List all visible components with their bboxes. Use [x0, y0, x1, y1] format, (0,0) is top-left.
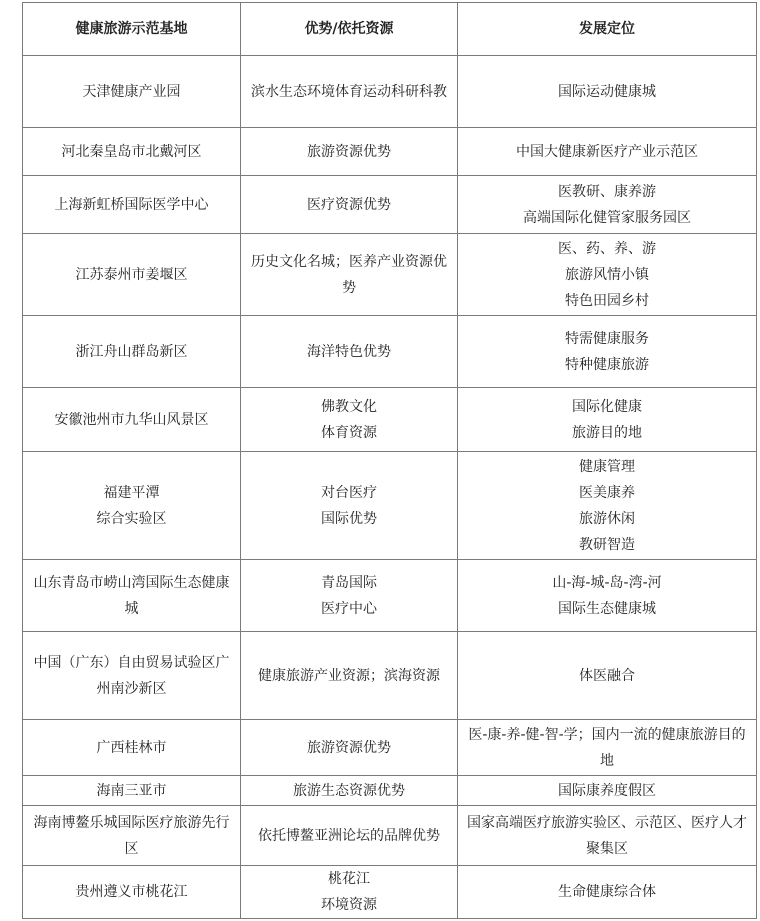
cell-advantage: [241, 234, 458, 316]
cell-text: 教研智造: [579, 536, 635, 553]
cell-advantage: [241, 560, 458, 632]
cell-base: [23, 128, 241, 176]
header-advantage: 优势/依托资源: [241, 3, 458, 56]
table-row: [23, 560, 757, 632]
cell-base: [23, 776, 241, 806]
cell-text: 海洋特色优势: [307, 343, 391, 360]
cell-base: [23, 234, 241, 316]
cell-positioning: [458, 806, 757, 866]
cell-text: 中国（广东）自由贸易试验区广州南沙新区: [33, 654, 230, 697]
cell-text: 综合实验区: [96, 510, 167, 527]
cell-text: 健康管理: [579, 458, 635, 475]
table-row: [23, 56, 757, 128]
cell-text: 健康旅游产业资源；滨海资源: [258, 667, 440, 684]
cell-positioning: [458, 560, 757, 632]
cell-text: 旅游资源优势: [307, 739, 391, 756]
cell-text: 特色田园乡村: [565, 292, 649, 309]
table-row: [23, 720, 757, 776]
cell-text: 医-康-养-健-智-学；国内一流的健康旅游目的地: [468, 726, 746, 769]
cell-text: 国际生态健康城: [558, 600, 656, 617]
cell-text: 特种健康旅游: [565, 356, 649, 373]
cell-text: 旅游目的地: [572, 424, 642, 441]
cell-positioning: [458, 176, 757, 234]
cell-base: [23, 176, 241, 234]
cell-text: 旅游资源优势: [307, 143, 391, 160]
table-row: [23, 176, 757, 234]
header-positioning: 发展定位: [458, 3, 757, 56]
cell-text: 高端国际化健管家服务园区: [523, 209, 691, 226]
table-row: [23, 452, 757, 560]
cell-positioning: [458, 56, 757, 128]
cell-text: 海南博鳌乐城国际医疗旅游先行区: [33, 814, 230, 857]
cell-positioning: [458, 720, 757, 776]
cell-advantage: [241, 806, 458, 866]
cell-advantage: [241, 128, 458, 176]
cell-text: 体育资源: [321, 424, 377, 441]
cell-advantage: [241, 176, 458, 234]
table-row: [23, 316, 757, 388]
cell-advantage: [241, 56, 458, 128]
cell-text: 福建平潭: [103, 484, 160, 501]
cell-text: 特需健康服务: [565, 330, 649, 347]
cell-text: 医疗中心: [321, 600, 377, 617]
cell-text: 海南三亚市: [96, 782, 167, 799]
cell-text: 旅游休闲: [579, 510, 635, 527]
cell-text: 历史文化名城；医养产业资源优势: [251, 253, 447, 296]
cell-base: [23, 316, 241, 388]
cell-text: 滨水生态环境体育运动科研科教: [251, 83, 447, 100]
cell-base: [23, 720, 241, 776]
cell-text: 国际化健康: [572, 398, 642, 415]
cell-base: [23, 388, 241, 452]
cell-advantage: [241, 632, 458, 720]
table-row: [23, 388, 757, 452]
table-row: [23, 776, 757, 806]
table-row: [23, 234, 757, 316]
cell-advantage: [241, 452, 458, 560]
cell-text: 国家高端医疗旅游实验区、示范区、医疗人才聚集区: [467, 814, 747, 857]
cell-positioning: [458, 452, 757, 560]
cell-positioning: [458, 866, 757, 919]
cell-text: 山东青岛市崂山湾国际生态健康城: [33, 574, 230, 617]
cell-text: 医美康养: [579, 484, 635, 501]
cell-base: [23, 56, 241, 128]
table-row: [23, 806, 757, 866]
cell-advantage: [241, 316, 458, 388]
cell-text: 医教研、康养游: [558, 183, 656, 200]
cell-text: 浙江舟山群岛新区: [75, 343, 188, 360]
cell-text: 环境资源: [321, 897, 377, 913]
cell-positioning: [458, 388, 757, 452]
health-tourism-table: [22, 2, 757, 919]
cell-positioning: [458, 316, 757, 388]
cell-base: [23, 866, 241, 919]
cell-advantage: [241, 720, 458, 776]
cell-text: 中国大健康新医疗产业示范区: [516, 143, 698, 160]
cell-text: 安徽池州市九华山风景区: [54, 411, 209, 428]
cell-base: [23, 632, 241, 720]
table-header-row: [23, 3, 757, 56]
cell-text: 体医融合: [579, 667, 635, 684]
cell-advantage: [241, 866, 458, 919]
cell-text: 依托博鳌亚洲论坛的品牌优势: [258, 827, 440, 844]
cell-text: 河北秦皇岛市北戴河区: [61, 143, 202, 160]
cell-text: 上海新虹桥国际医学中心: [54, 196, 209, 213]
cell-text: 山-海-城-岛-湾-河: [552, 574, 662, 591]
cell-advantage: [241, 776, 458, 806]
table-row: [23, 866, 757, 919]
cell-text: 生命健康综合体: [558, 884, 656, 900]
cell-text: 青岛国际: [321, 574, 377, 591]
cell-text: 国际运动健康城: [558, 83, 656, 100]
cell-base: [23, 452, 241, 560]
cell-advantage: [241, 388, 458, 452]
cell-positioning: [458, 632, 757, 720]
cell-base: [23, 806, 241, 866]
cell-text: 桃花江: [328, 871, 370, 887]
table-row: [23, 632, 757, 720]
cell-text: 旅游风情小镇: [565, 266, 649, 283]
cell-text: 天津健康产业园: [82, 83, 181, 100]
cell-text: 旅游生态资源优势: [293, 782, 405, 799]
table-body: [23, 56, 757, 919]
cell-positioning: [458, 128, 757, 176]
cell-positioning: [458, 234, 757, 316]
cell-text: 医、药、养、游: [558, 240, 656, 257]
cell-text: 国际优势: [321, 510, 377, 527]
cell-text: 国际康养度假区: [558, 782, 656, 799]
cell-text: 对台医疗: [321, 484, 377, 501]
cell-text: 佛教文化: [321, 398, 377, 415]
cell-text: 广西桂林市: [96, 739, 167, 756]
cell-text: 江苏泰州市姜堰区: [75, 266, 188, 283]
cell-base: [23, 560, 241, 632]
cell-text: 贵州遵义市桃花江: [75, 884, 188, 900]
cell-text: 医疗资源优势: [307, 196, 391, 213]
cell-positioning: [458, 776, 757, 806]
header-base: 健康旅游示范基地: [23, 3, 241, 56]
table-row: [23, 128, 757, 176]
